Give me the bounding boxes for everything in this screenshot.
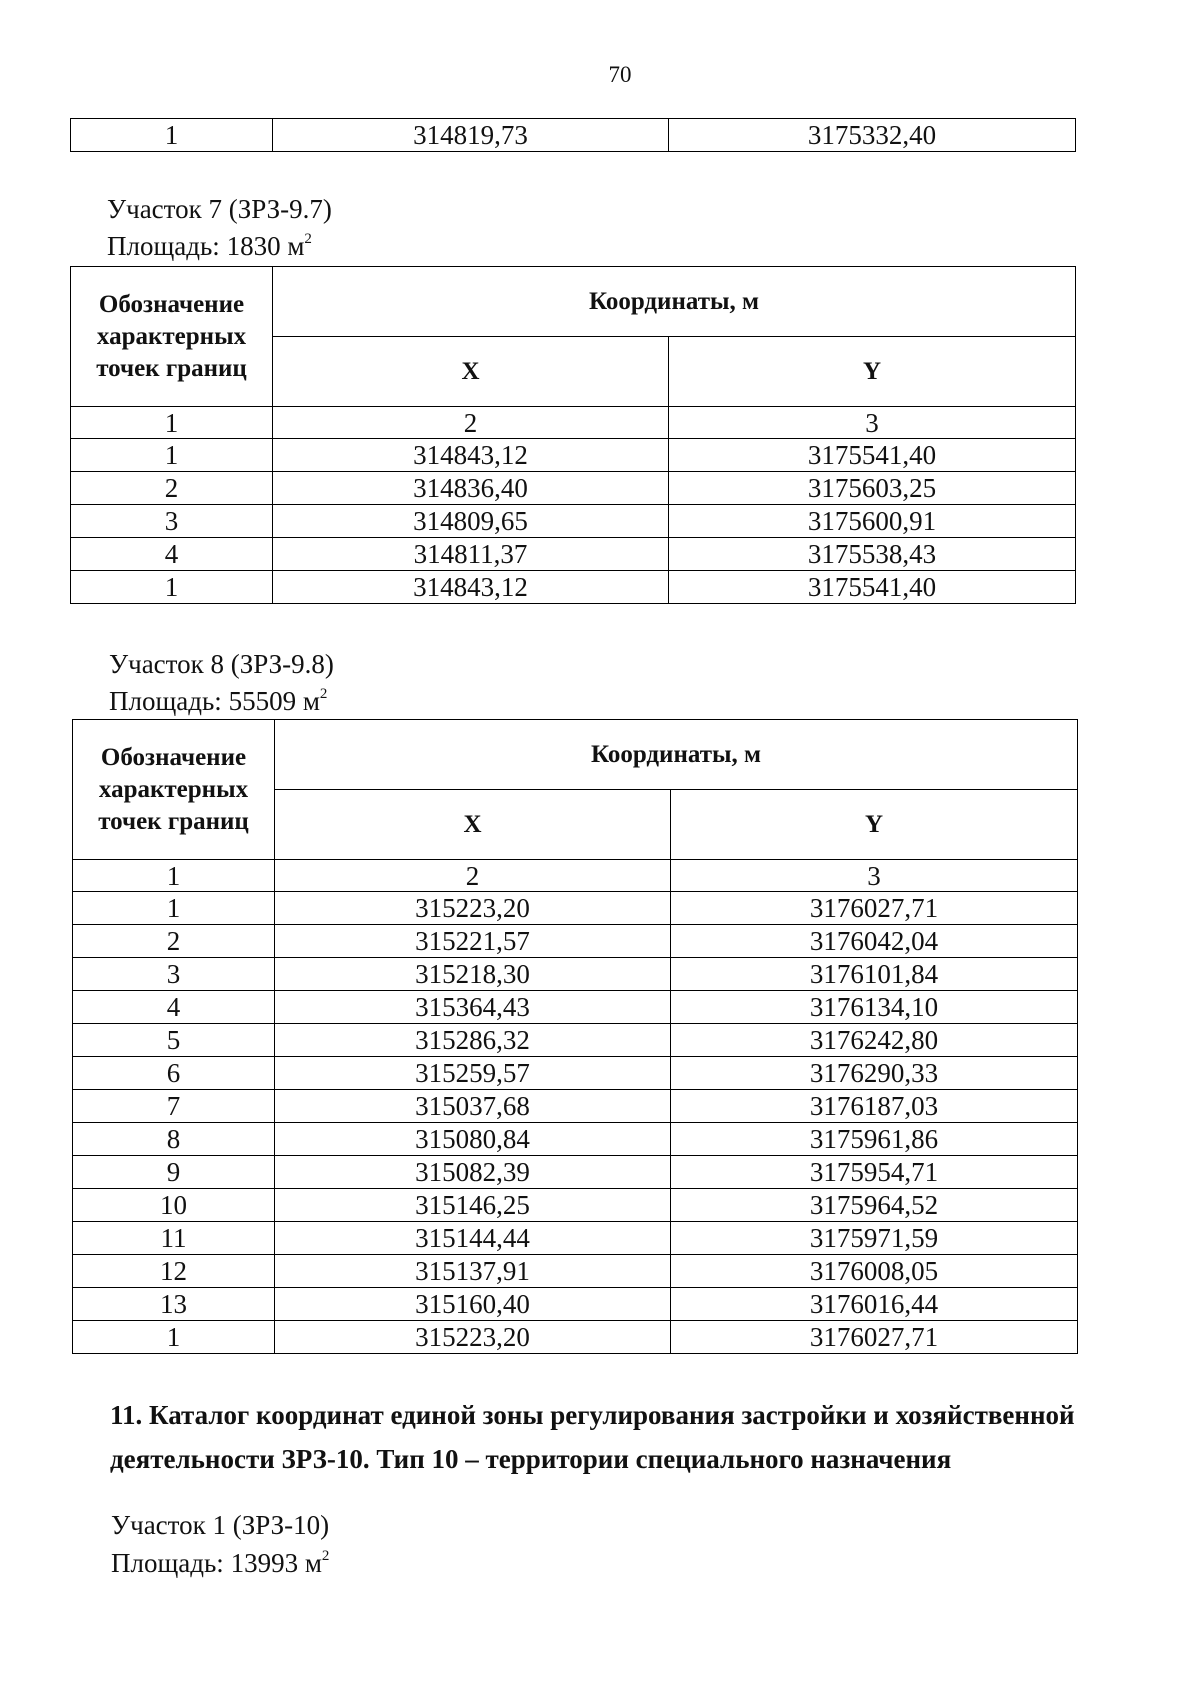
y-cell: 3175538,43: [669, 538, 1076, 571]
y-cell: 3176187,03: [671, 1090, 1078, 1123]
area-unit-power: 2: [304, 231, 312, 247]
point-cell: 1: [71, 439, 273, 472]
x-cell: 315223,20: [275, 892, 671, 925]
coordinates-header: Координаты, м: [273, 267, 1076, 337]
y-cell: 3175332,40: [669, 119, 1076, 152]
point-cell: 1: [73, 892, 275, 925]
x-cell: 315144,44: [275, 1222, 671, 1255]
area-value: 13993: [230, 1548, 299, 1578]
designation-header: Обозначение характерных точек границ: [73, 720, 275, 860]
column-index: 3: [671, 860, 1078, 892]
table-row: [71, 571, 1076, 604]
x-cell: 314836,40: [273, 472, 669, 505]
area-value: 55509: [228, 686, 297, 716]
point-cell: 1: [71, 119, 273, 152]
plot-7-rows: [71, 439, 1076, 604]
column-index: 2: [273, 407, 669, 439]
table-row: [73, 1321, 1078, 1354]
y-cell: 3175964,52: [671, 1189, 1078, 1222]
x-cell: 315259,57: [275, 1057, 671, 1090]
column-index: 1: [71, 407, 273, 439]
y-header: Y: [671, 790, 1078, 860]
y-cell: 3175971,59: [671, 1222, 1078, 1255]
area-prefix: Площадь:: [107, 231, 227, 261]
x-cell: 315218,30: [275, 958, 671, 991]
y-header: Y: [669, 337, 1076, 407]
area-value: 1830: [226, 231, 281, 261]
area-unit: м: [287, 231, 305, 261]
x-cell: 315221,57: [275, 925, 671, 958]
table-row: [73, 892, 1078, 925]
y-cell: 3176134,10: [671, 991, 1078, 1024]
y-cell: 3176242,80: [671, 1024, 1078, 1057]
plot-8-title: Участок 8 (ЗРЗ-9.8): [109, 649, 334, 679]
point-cell: 11: [73, 1222, 275, 1255]
area-unit: м: [304, 1548, 322, 1578]
point-cell: 8: [73, 1123, 275, 1156]
table-row: [73, 1123, 1078, 1156]
table-row: [71, 119, 1076, 152]
x-cell: 315082,39: [275, 1156, 671, 1189]
area-unit-power: 2: [319, 686, 328, 702]
y-cell: 3175954,71: [671, 1156, 1078, 1189]
x-cell: 315286,32: [275, 1024, 671, 1057]
table-row: [71, 472, 1076, 505]
y-cell: 3175603,25: [669, 472, 1076, 505]
area-unit: м: [302, 686, 320, 716]
table-row: [73, 1090, 1078, 1123]
x-cell: 315037,68: [275, 1090, 671, 1123]
point-cell: 7: [73, 1090, 275, 1123]
designation-header: Обозначение характерных точек границ: [71, 267, 273, 407]
table-row: [73, 925, 1078, 958]
x-cell: 315137,91: [275, 1255, 671, 1288]
y-cell: 3176290,33: [671, 1057, 1078, 1090]
column-index: 2: [275, 860, 671, 892]
section-heading: 11. Каталог координат единой зоны регулирования застройки и хозяйственной деятельности ЗРЗ-10. Тип 10 – территории специального назначения: [110, 1400, 1075, 1474]
point-cell: 2: [71, 472, 273, 505]
y-cell: 3176042,04: [671, 925, 1078, 958]
table-row: [71, 538, 1076, 571]
y-cell: 3176101,84: [671, 958, 1078, 991]
y-cell: 3175600,91: [669, 505, 1076, 538]
table-row: [73, 1057, 1078, 1090]
x-header: X: [273, 337, 669, 407]
y-cell: 3175541,40: [669, 439, 1076, 472]
plot-7-area: [107, 228, 312, 264]
point-cell: 3: [71, 505, 273, 538]
table-row: [73, 1288, 1078, 1321]
x-cell: 314819,73: [273, 119, 669, 152]
y-cell: 3176027,71: [671, 892, 1078, 925]
table-row: [73, 1156, 1078, 1189]
plot-7-coordinates-table: [70, 266, 1076, 604]
area-prefix: Площадь:: [111, 1548, 231, 1578]
y-cell: 3176027,71: [671, 1321, 1078, 1354]
x-header: X: [275, 790, 671, 860]
x-cell: 315160,40: [275, 1288, 671, 1321]
x-cell: 314843,12: [273, 439, 669, 472]
table-row: [73, 991, 1078, 1024]
point-cell: 4: [73, 991, 275, 1024]
x-cell: 315223,20: [275, 1321, 671, 1354]
area-unit-power: 2: [321, 1548, 330, 1564]
table-row: [73, 1222, 1078, 1255]
page-number: 70: [608, 62, 632, 87]
point-cell: 4: [71, 538, 273, 571]
point-cell: 13: [73, 1288, 275, 1321]
plot-1-title: Участок 1 (ЗРЗ-10): [111, 1510, 330, 1540]
carry-over-table: [70, 118, 1076, 152]
point-cell: 12: [73, 1255, 275, 1288]
point-cell: 1: [73, 1321, 275, 1354]
plot-7-title: Участок 7 (ЗРЗ-9.7): [107, 194, 332, 224]
table-row: [73, 1255, 1078, 1288]
table-row: [71, 439, 1076, 472]
x-cell: 315364,43: [275, 991, 671, 1024]
table-row: [71, 505, 1076, 538]
table-row: [73, 958, 1078, 991]
coordinates-header: Координаты, м: [275, 720, 1078, 790]
point-cell: 10: [73, 1189, 275, 1222]
x-cell: 314809,65: [273, 505, 669, 538]
y-cell: 3175961,86: [671, 1123, 1078, 1156]
plot-8-area: [109, 683, 327, 719]
plot-8-coordinates-table: [72, 719, 1078, 1354]
point-cell: 6: [73, 1057, 275, 1090]
point-cell: 9: [73, 1156, 275, 1189]
plot-8-rows: [73, 892, 1078, 1354]
y-cell: 3176008,05: [671, 1255, 1078, 1288]
point-cell: 3: [73, 958, 275, 991]
point-cell: 5: [73, 1024, 275, 1057]
x-cell: 315080,84: [275, 1123, 671, 1156]
x-cell: 315146,25: [275, 1189, 671, 1222]
x-cell: 314843,12: [273, 571, 669, 604]
column-index: 3: [669, 407, 1076, 439]
point-cell: 2: [73, 925, 275, 958]
table-row: [73, 1024, 1078, 1057]
table-row: [73, 1189, 1078, 1222]
plot-1-area: [111, 1545, 329, 1581]
y-cell: 3175541,40: [669, 571, 1076, 604]
y-cell: 3176016,44: [671, 1288, 1078, 1321]
area-prefix: Площадь:: [109, 686, 229, 716]
x-cell: 314811,37: [273, 538, 669, 571]
point-cell: 1: [71, 571, 273, 604]
column-index: 1: [73, 860, 275, 892]
